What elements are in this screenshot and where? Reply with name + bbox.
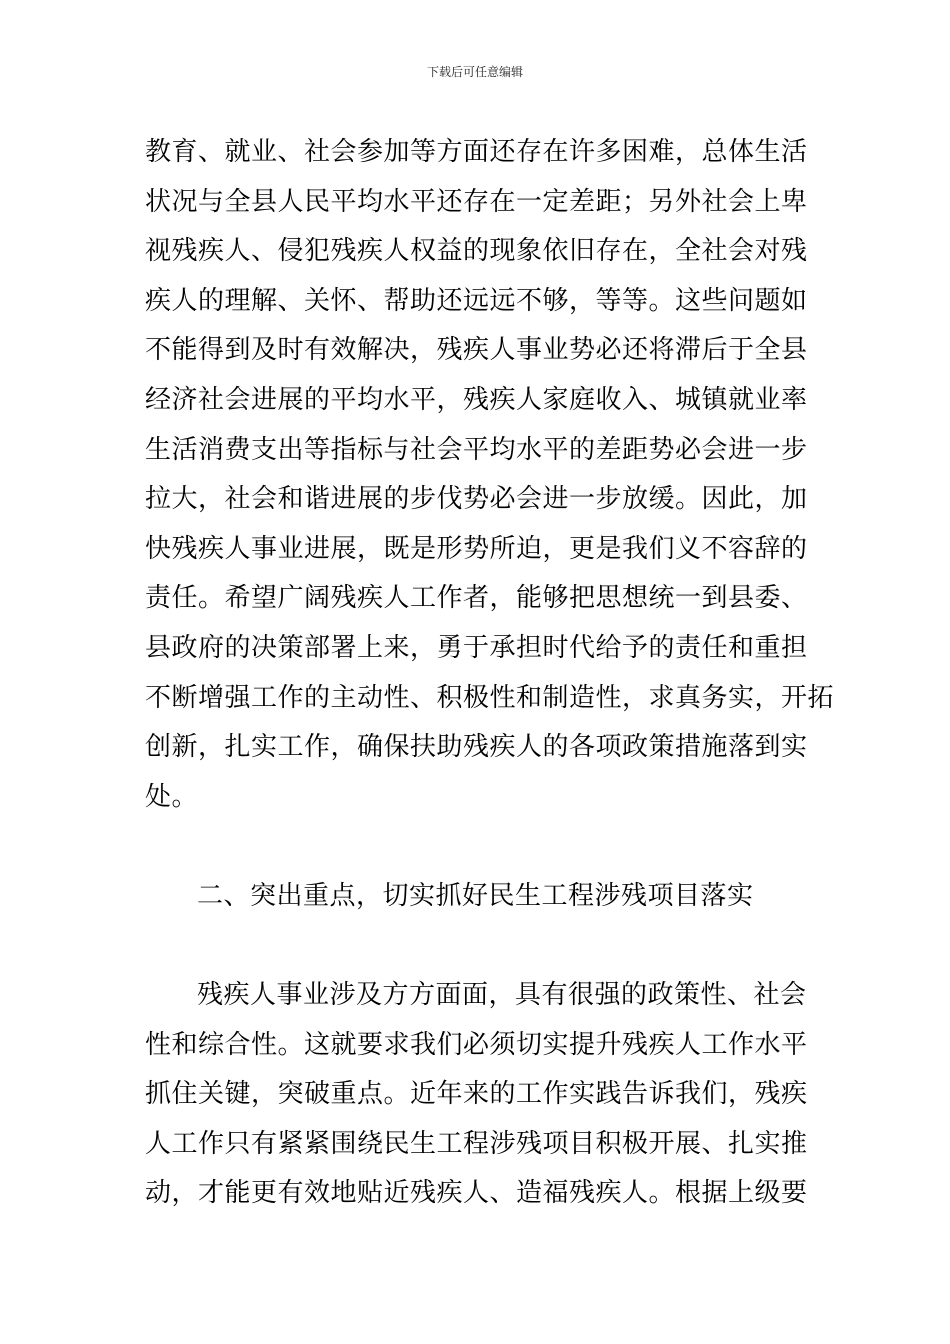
text-line: 视残疾人、侵犯残疾人权益的现象依旧存在，全社会对残: [145, 236, 808, 267]
text-line: 状况与全县人民平均水平还存在一定差距；另外社会上卑: [145, 186, 808, 217]
header-note: 下载后可任意编辑: [426, 65, 523, 79]
text-line: 生活消费支出等指标与社会平均水平的差距势必会进一步: [145, 434, 808, 465]
text-line: 拉大，社会和谐进展的步伐势必会进一步放缓。因此，加: [145, 484, 808, 515]
text-line: 处。: [145, 781, 199, 812]
paragraph-gap: [145, 922, 815, 972]
text-line: 动，才能更有效地贴近残疾人、造福残疾人。根据上级要: [145, 1178, 808, 1209]
text-line: 责任。希望广阔残疾人工作者，能够把思想统一到县委、: [145, 583, 808, 614]
text-line: 创新，扎实工作，确保扶助残疾人的各项政策措施落到实: [145, 732, 808, 763]
text-line: 疾人的理解、关怀、帮助还远远不够，等等。这些问题如: [145, 285, 808, 316]
text-line: 教育、就业、社会参加等方面还存在许多困难，总体生活: [145, 137, 808, 167]
text-line: 经济社会进展的平均水平，残疾人家庭收入、城镇就业率: [145, 384, 808, 415]
text-line: 抓住关键，突破重点。近年来的工作实践告诉我们，残疾: [145, 1079, 808, 1110]
paragraph-gap: [145, 822, 815, 872]
body-text: [145, 128, 835, 1219]
text-line: 快残疾人事业进展，既是形势所迫，更是我们义不容辞的: [145, 533, 808, 564]
text-line: 县政府的决策部署上来，勇于承担时代给予的责任和重担: [145, 632, 808, 663]
text-line: 残疾人事业涉及方方面面，具有很强的政策性、社会: [197, 980, 807, 1011]
text-line: 性和综合性。这就要求我们必须切实提升残疾人工作水平: [145, 1029, 808, 1060]
section-heading: 二、突出重点，切实抓好民生工程涉残项目落实: [197, 880, 754, 911]
text-line: 不能得到及时有效解决，残疾人事业势必还将滞后于全县: [145, 335, 808, 366]
text-line: 不断增强工作的主动性、积极性和制造性，求真务实，开拓: [145, 682, 835, 713]
text-line: 人工作只有紧紧围绕民生工程涉残项目积极开展、扎实推: [145, 1128, 808, 1159]
